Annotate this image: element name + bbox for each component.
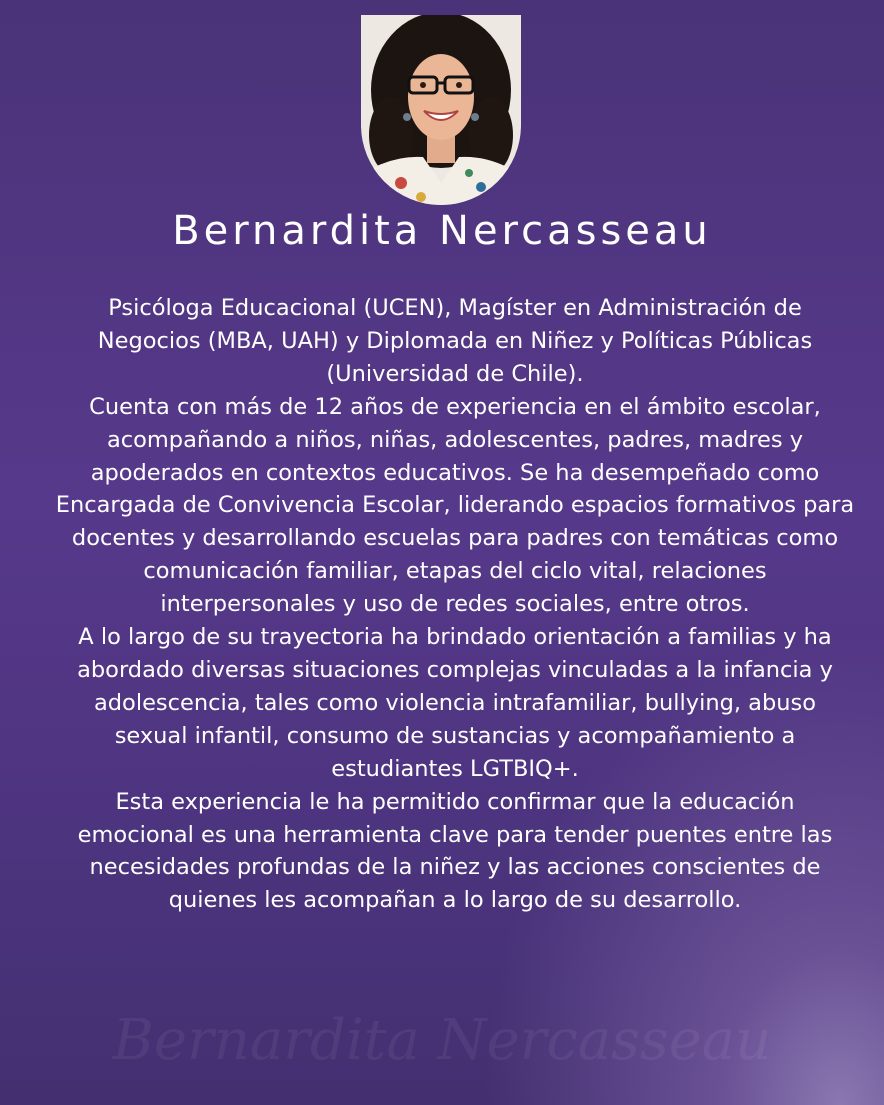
bio-paragraph: Psicóloga Educacional (UCEN), Magíster en Administración de Negocios (MBA, UAH) y Diplomada en Niñez y Políticas Públicas (Universidad de Chile). <box>97 295 813 387</box>
bio-paragraph: Cuenta con más de 12 años de experiencia en el ámbito escolar, acompañando a niños, niñas, adolescentes, padres, madres y apoderados en contextos educativos. Se ha desempeñado como Encargada de Convivencia Escolar, liderando espacios formativos para docentes y desarrollando escuelas para padres con temáticas como comunicación familiar, etapas del ciclo vital, relaciones interpersonales y uso de redes sociales, entre otros. <box>55 393 855 618</box>
profile-name: Bernardita Nercasseau <box>172 208 712 254</box>
name-watermark: Bernardita Nercasseau <box>112 1008 772 1073</box>
bio-paragraph: A lo largo de su trayectoria ha brindado orientación a familias y ha abordado diversas situaciones complejas vinculadas a la infancia y adolescencia, tales como violencia intrafamiliar, bullying, abuso sexual infantil, consumo de sustancias y acompañamiento a estudiantes LGTBIQ+. <box>77 624 833 782</box>
bio-text <box>55 292 855 917</box>
profile-photo <box>361 15 521 205</box>
bio-paragraph: Esta experiencia le ha permitido confirmar que la educación emocional es una herramienta clave para tender puentes entre las necesidades profundas de la niñez y las acciones conscientes de quienes les acompañan a lo largo de su desarrollo. <box>77 788 833 914</box>
